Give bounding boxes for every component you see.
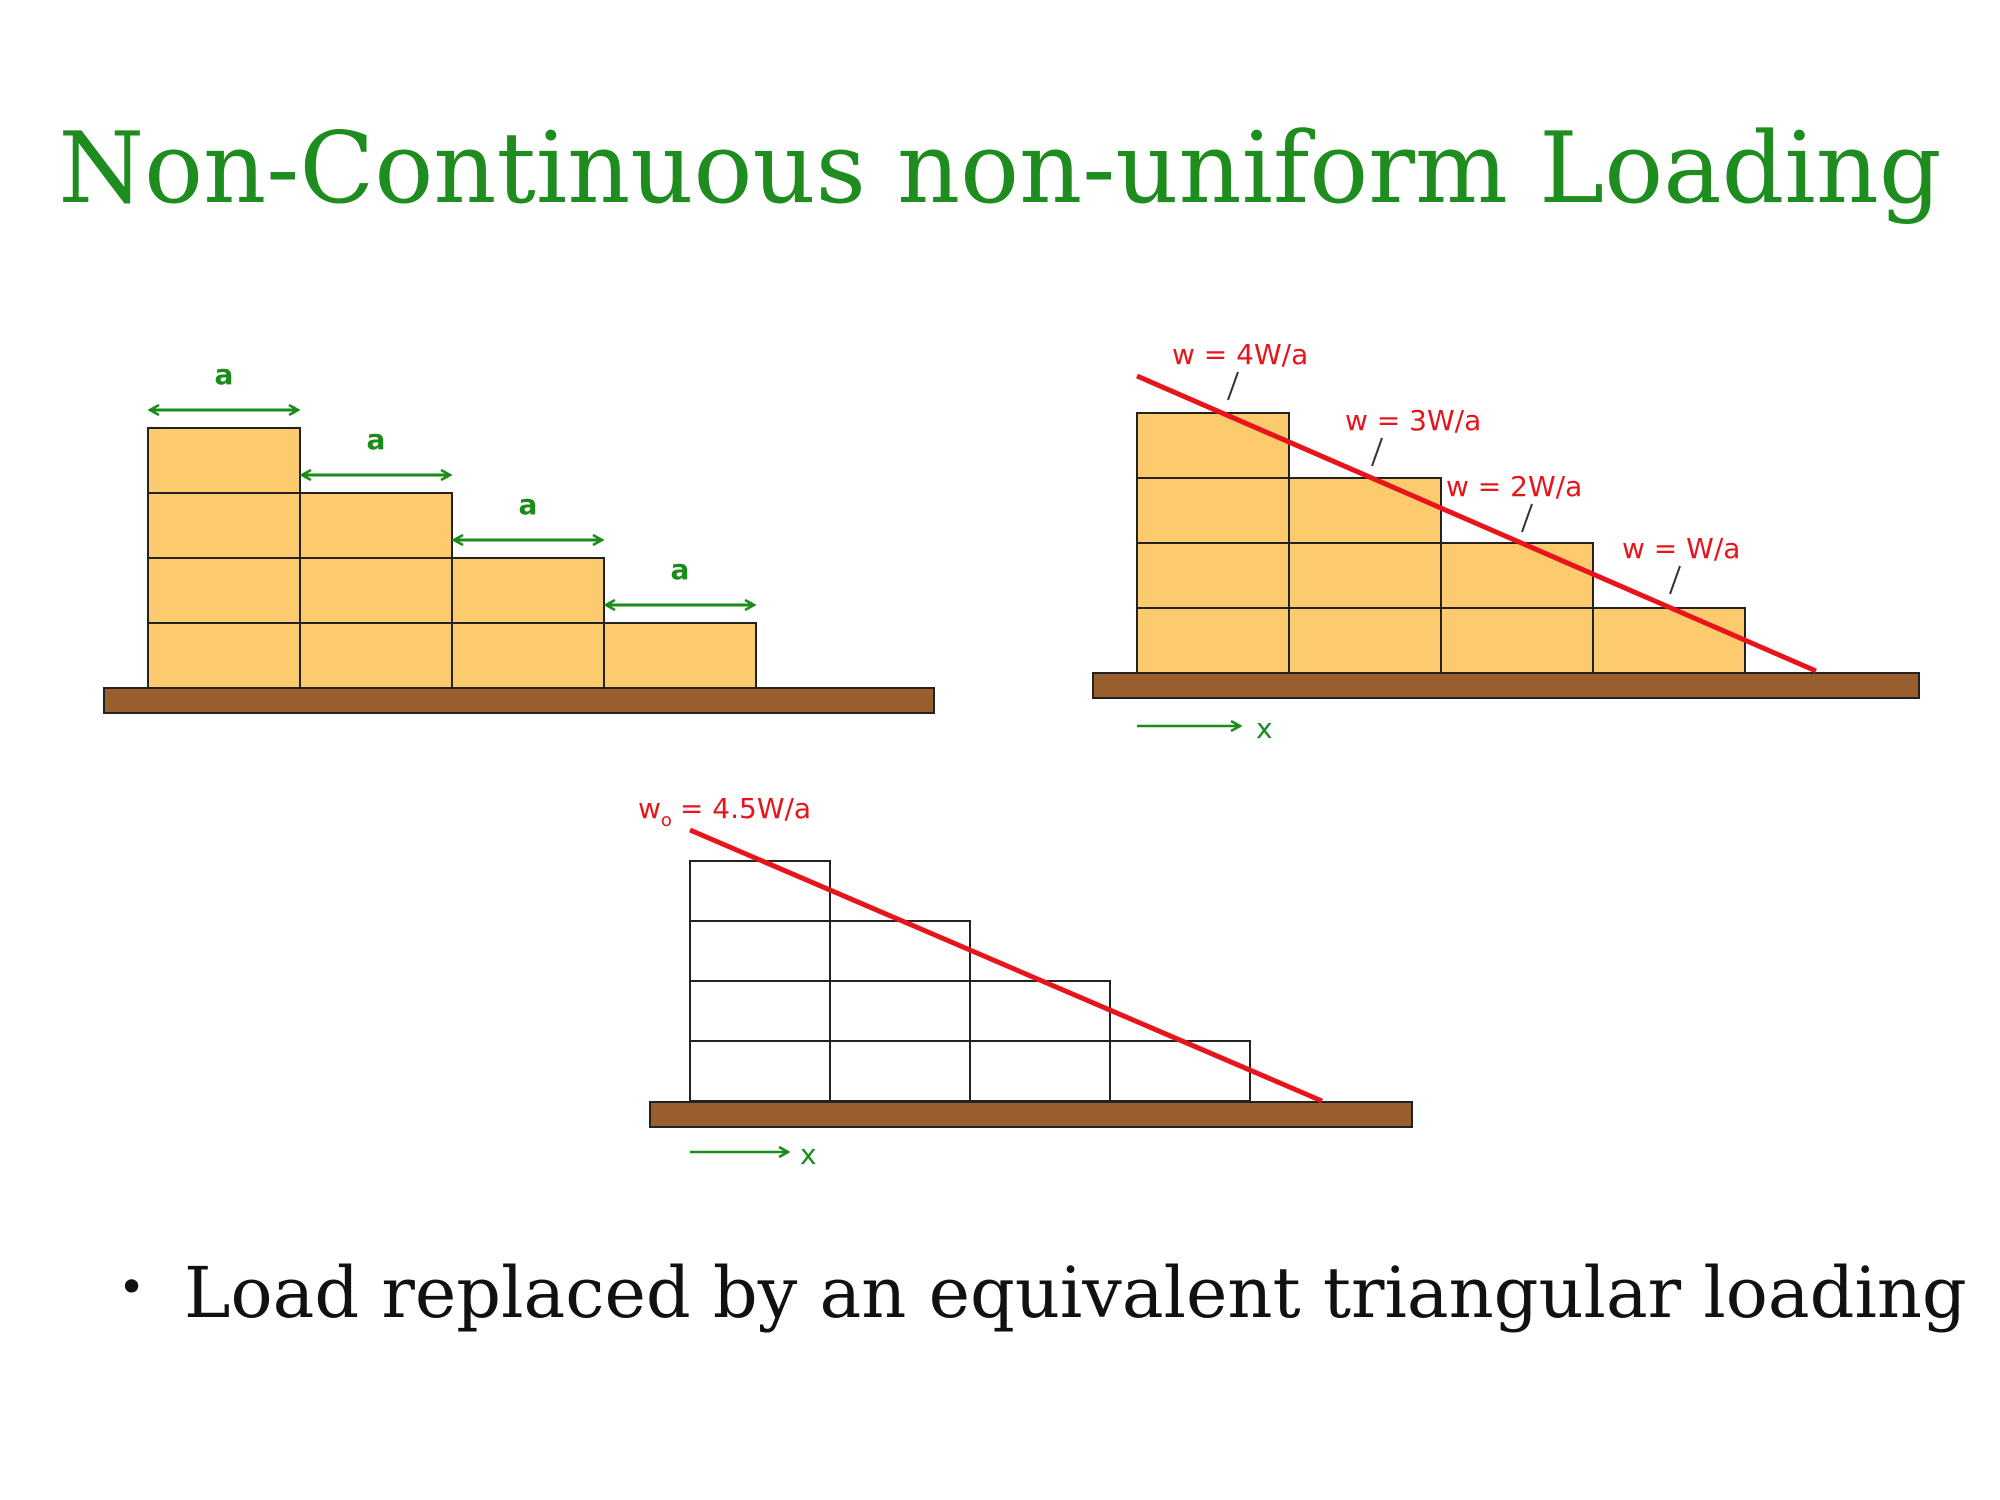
label-leader <box>1228 372 1238 400</box>
load-block <box>690 861 830 921</box>
load-block <box>1289 608 1441 673</box>
load-block <box>300 558 452 623</box>
load-label: w = 4W/a <box>1172 338 1309 371</box>
label-leader <box>1522 504 1532 532</box>
dimension-label: a <box>518 488 538 521</box>
load-block <box>604 623 756 688</box>
load-label: w = 3W/a <box>1345 404 1482 437</box>
load-block <box>1137 478 1289 543</box>
load-block <box>148 623 300 688</box>
load-block <box>1289 543 1441 608</box>
dimension-label: a <box>366 423 386 456</box>
load-block <box>1441 543 1593 608</box>
distributed-load-panel <box>1093 338 1919 745</box>
load-block <box>1137 413 1289 478</box>
load-block <box>1137 608 1289 673</box>
load-block <box>148 493 300 558</box>
load-block <box>1441 608 1593 673</box>
block-outline-grid <box>690 861 1250 1101</box>
slide-title: Non-Continuous non-uniform Loading <box>58 112 1942 226</box>
load-block <box>830 981 970 1041</box>
load-block <box>690 1041 830 1101</box>
load-block <box>970 981 1110 1041</box>
equivalent-triangular-panel <box>638 792 1412 1171</box>
load-block <box>1110 1041 1250 1101</box>
dimension-label: a <box>214 358 234 391</box>
label-leader <box>1372 438 1382 466</box>
load-block <box>830 1041 970 1101</box>
x-axis-label: x <box>800 1138 817 1171</box>
load-block <box>300 493 452 558</box>
ground-beam <box>1093 673 1919 698</box>
bullet-text: Load replaced by an equivalent triangular loading <box>184 1252 1967 1334</box>
load-block <box>1289 478 1441 543</box>
bullet-marker: • <box>118 1260 146 1314</box>
load-block <box>148 428 300 493</box>
load-block <box>1137 543 1289 608</box>
load-label: w = W/a <box>1622 532 1741 565</box>
stacked-blocks-panel <box>104 358 934 713</box>
dimension-label: a <box>670 553 690 586</box>
block-stack <box>148 428 756 688</box>
load-block <box>690 981 830 1041</box>
triangular-load-line <box>690 830 1322 1101</box>
load-block <box>1593 608 1745 673</box>
load-block <box>300 623 452 688</box>
load-block <box>452 558 604 623</box>
load-block <box>690 921 830 981</box>
ground-beam <box>104 688 934 713</box>
ground-beam <box>650 1102 1412 1127</box>
load-block <box>970 1041 1110 1101</box>
peak-load-label: $w_o = 4.5W/a$ <box>638 792 812 831</box>
load-block <box>148 558 300 623</box>
label-leader <box>1670 566 1680 594</box>
load-label: w = 2W/a <box>1446 470 1583 503</box>
load-block <box>452 623 604 688</box>
bullet-item <box>118 1252 1967 1334</box>
load-block <box>830 921 970 981</box>
x-axis-label: x <box>1256 712 1273 745</box>
